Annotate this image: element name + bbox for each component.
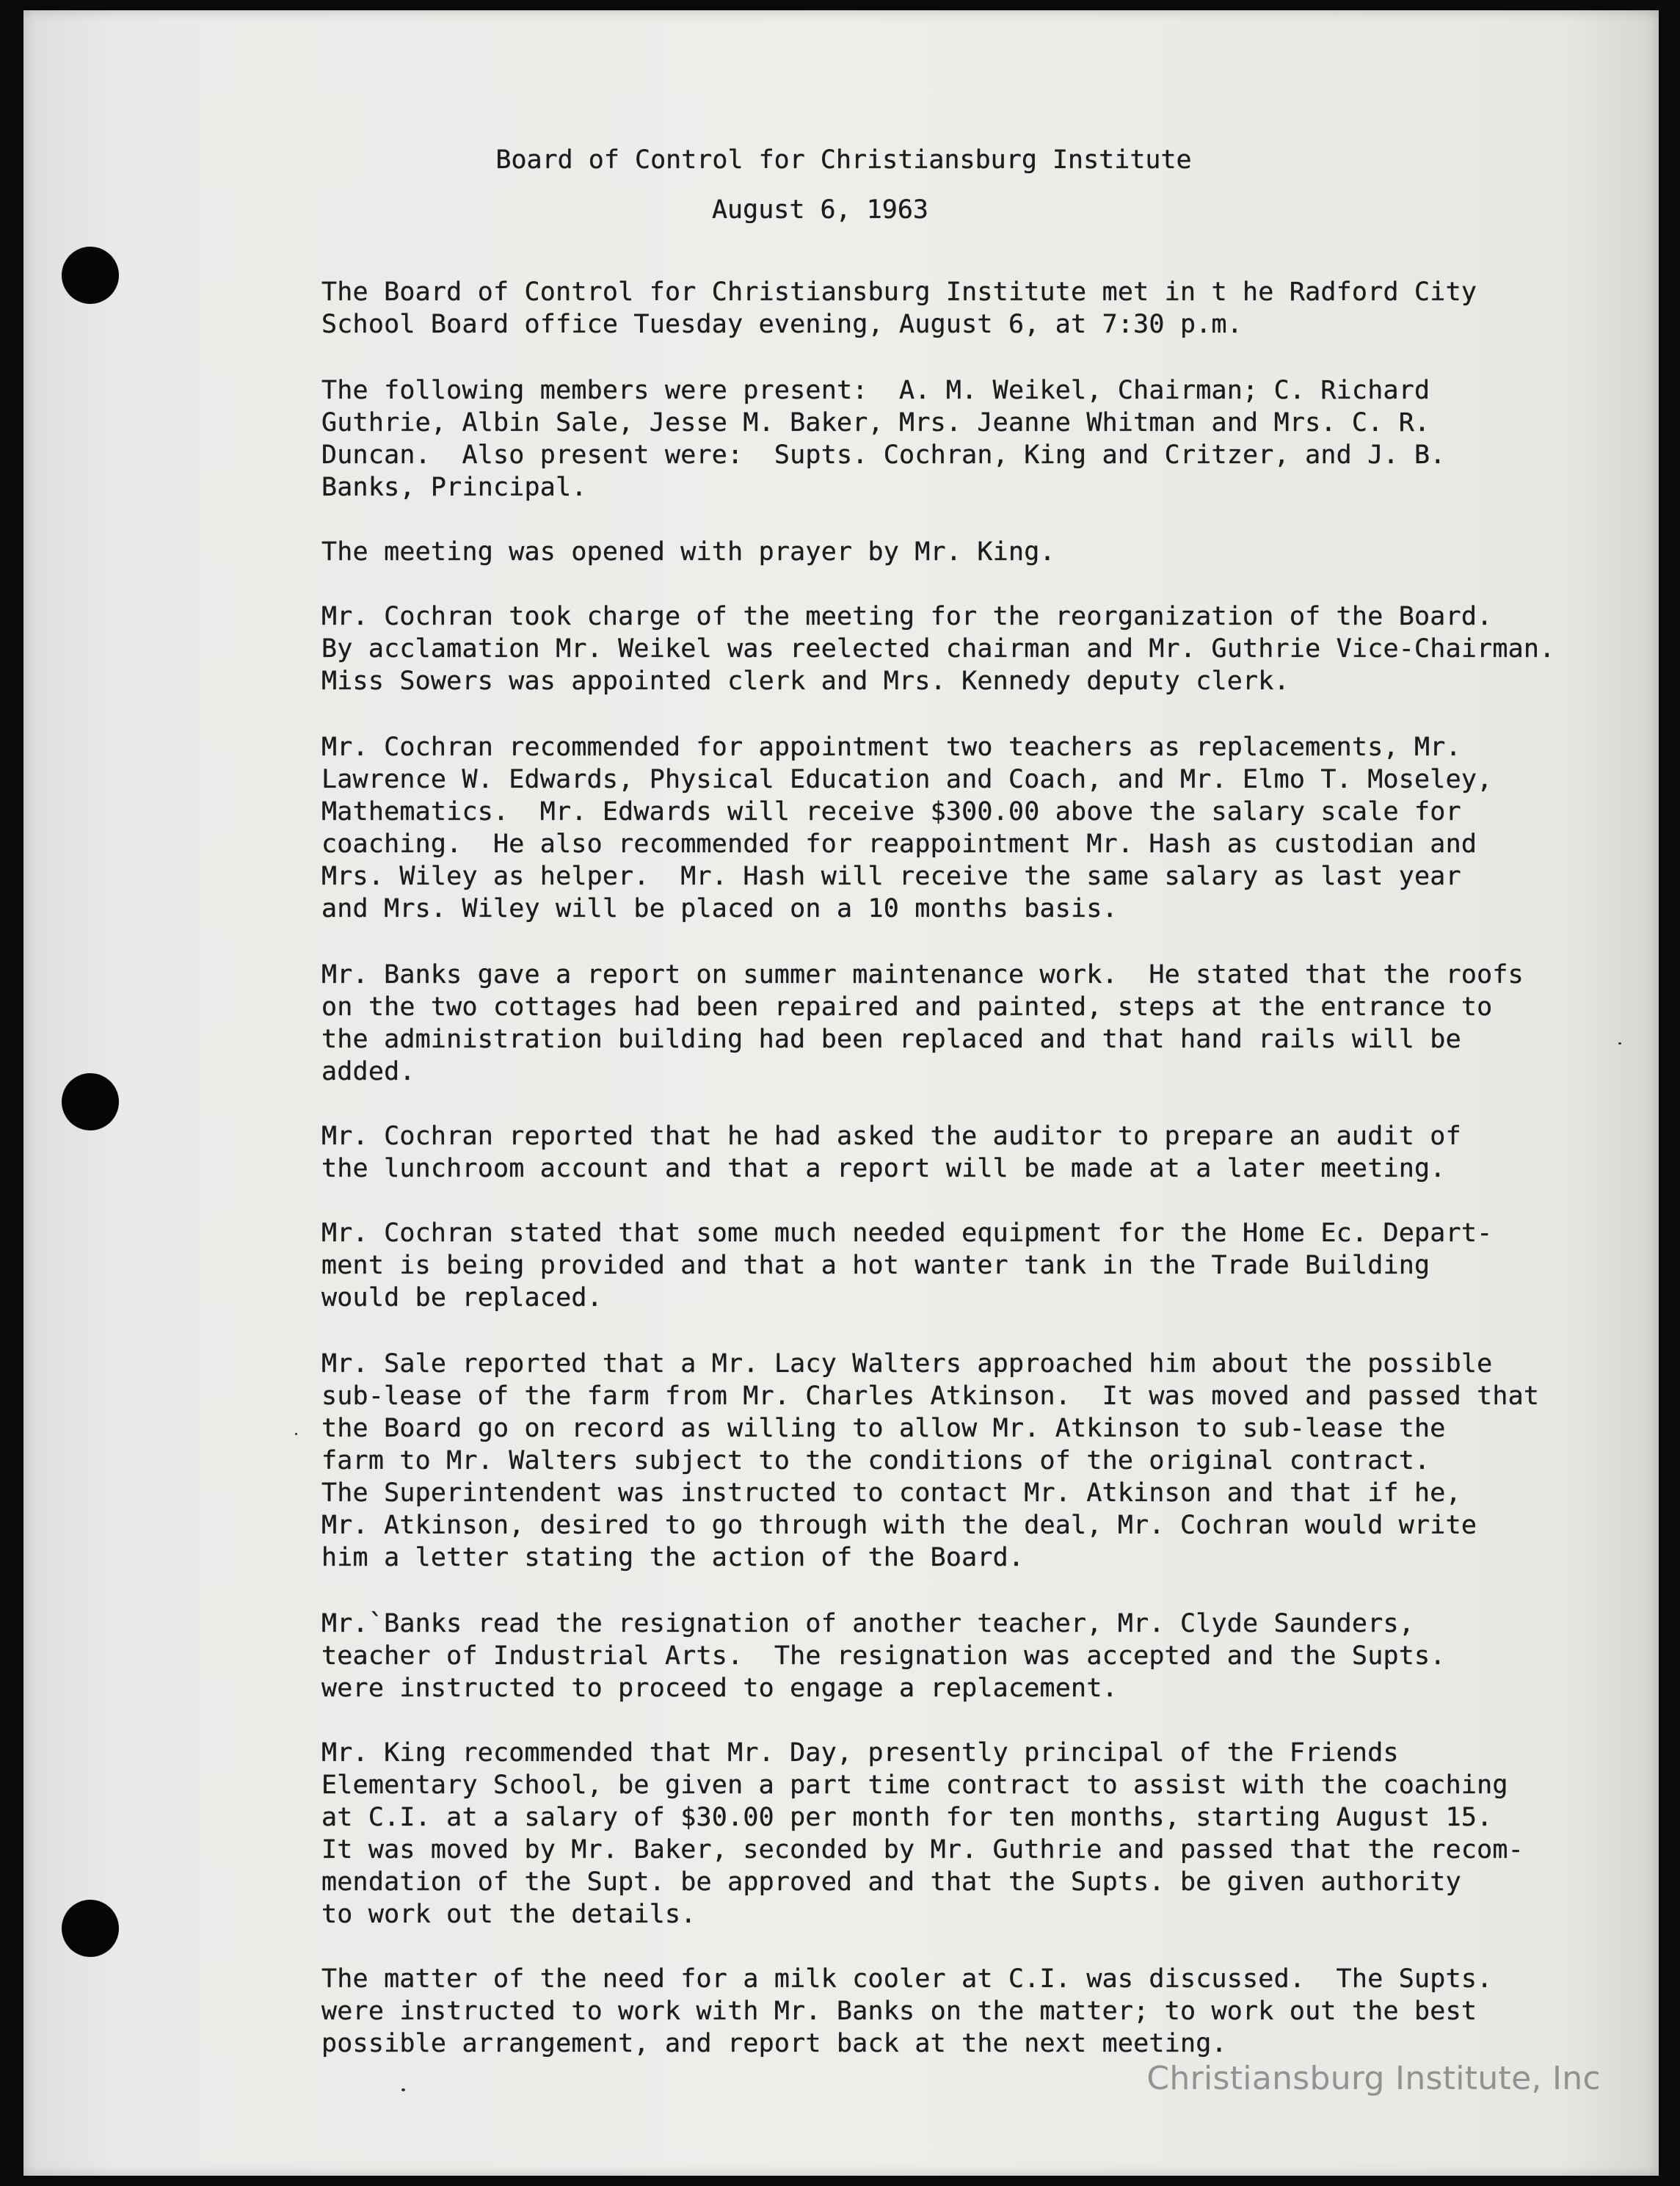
paragraph-audit: Mr. Cochran reported that he had asked the auditor to prepare an audit of the lunchroom account and that a report will be made at a later meeting. (321, 1122, 1461, 1183)
paragraph-farm-sublease: Mr. Sale reported that a Mr. Lacy Walters approached him about the possible sub-lease of the farm from Mr. Charles Atkinson. It was moved and passed that the Board go on record as willing to allow Mr. Atkinson to sub-lease the farm to Mr. Walters subject to the conditions of the original contract. The Superintendent was instructed to contact Mr. Atkinson and that if he, Mr. Atkinson, desired to go through with the deal, Mr. Cochran would write him a letter stating the action of the Board. (321, 1349, 1540, 1572)
punch-hole (62, 247, 119, 304)
punch-hole (62, 1900, 119, 1957)
punch-hole (62, 1073, 119, 1130)
paragraph-resignation: Mr.`Banks read the resignation of another teacher, Mr. Clyde Saunders, teacher of Industrial Arts. The resignation was accepted and the Supts. were instructed to proceed to engage a replacement. (321, 1609, 1446, 1703)
paragraph-milk-cooler: The matter of the need for a milk cooler at C.I. was discussed. The Supts. were instructed to work with Mr. Banks on the matter; to work out the best possible arrangement, and report back at the next meeting. (321, 1964, 1493, 2058)
paragraph-teacher-appointments: Mr. Cochran recommended for appointment two teachers as replacements, Mr. Lawrence W. Edwards, Physical Education and Coach, and Mr. Elmo T. Moseley, Mathematics. Mr. Edwards will receive $300.00 above the salary scale for coaching. He also recommended for reappointment Mr. Hash as custodian and Mrs. Wiley as helper. Mr. Hash will receive the same salary as last year and Mrs. Wiley will be placed on a 10 months basis. (321, 733, 1493, 923)
paragraph-reorganization: Mr. Cochran took charge of the meeting for the reorganization of the Board. By acclamation Mr. Weikel was reelected chairman and Mr. Guthrie Vice-Chairman. Miss Sowers was appointed clerk and Mrs. Kennedy deputy clerk. (321, 602, 1555, 696)
document-date: August 6, 1963 (711, 195, 928, 225)
paragraph-maintenance-report: Mr. Banks gave a report on summer maintenance work. He stated that the roofs on the two cottages had been repaired and painted, steps at the entrance to the administration building had been replaced and that hand rails will be added. (321, 960, 1524, 1086)
paragraph-prayer: The meeting was opened with prayer by Mr. King. (321, 537, 1055, 567)
paragraph-meeting-location: The Board of Control for Christiansburg Institute met in t he Radford City School Board office Tuesday evening, August 6, at 7:30 p.m. (321, 277, 1477, 339)
paragraph-equipment: Mr. Cochran stated that some much needed equipment for the Home Ec. Depart- ment is being provided and that a hot wanter tank in the Trade Building would be replaced. (321, 1219, 1493, 1312)
paper-speck (1618, 1042, 1621, 1045)
watermark: Christiansburg Institute, Inc (1146, 2060, 1601, 2097)
document-title: Board of Control for Christiansburg Institute (495, 145, 1192, 175)
paragraph-coaching-contract: Mr. King recommended that Mr. Day, presently principal of the Friends Elementary School, be given a part time contract to assist with the coaching at C.I. at a salary of $30.00 per month for ten months, starting August 15. It was moved by Mr. Baker, seconded by Mr. Guthrie and passed that the recom- mendation of the Supt. be approved and that the Supts. be given authority to work out the details. (321, 1738, 1524, 1929)
paper-speck (401, 2088, 405, 2091)
paragraph-members-present: The following members were present: A. M. Weikel, Chairman; C. Richard Guthrie, Albin Sale, Jesse M. Baker, Mrs. Jeanne Whitman and Mrs. C. R. Duncan. Also present were: Supts. Cochran, King and Critzer, and J. B. Banks, Principal. (321, 376, 1446, 502)
paper-speck (295, 1433, 297, 1435)
